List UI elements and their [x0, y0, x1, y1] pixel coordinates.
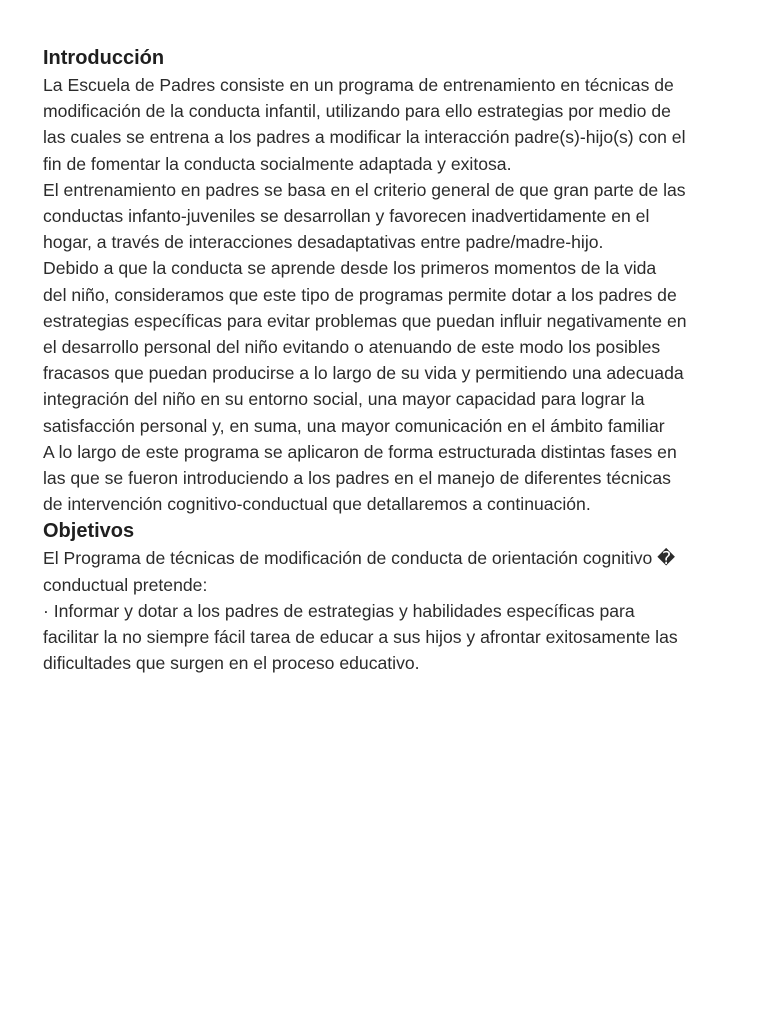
intro-paragraph-1: La Escuela de Padres consiste en un programa de entrenamiento en técnicas de modificación de la conducta infantil, utilizando para ello estrategias por medio de las cuales se entrena a los padres a modificar la interacción padre(s)-hijo(s) con el fin de fomentar la conducta socialmente adaptada y exitosa.: [43, 75, 686, 174]
objectives-bullet-1: · Informar y dotar a los padres de estrategias y habilidades específicas para facilitar la no siempre fácil tarea de educar a sus hijos y afrontar exitosamente las dificultades que surgen en el proceso educativo.: [43, 600, 678, 674]
section-heading-objetivos: Objetivos: [43, 520, 135, 543]
section-heading-introduccion: Introducción: [43, 47, 165, 69]
intro-paragraph-2: El entrenamiento en padres se basa en el criterio general de que gran parte de las conductas infanto-juveniles se desarrollan y favorecen inadvertidamente en el hogar, a través de interacciones desadaptativas entre padre/madre-hijo.: [43, 179, 686, 253]
intro-paragraph-4: A lo largo de este programa se aplicaron de forma estructurada distintas fases en las que se fueron introduciendo a los padres en el manejo de diferentes técnicas de intervención cognitivo-conductual que detallaremos a continuación.: [43, 441, 677, 515]
intro-paragraph-3: Debido a que la conducta se aprende desde los primeros momentos de la vida del niño, consideramos que este tipo de programas permite dotar a los padres de estrategias específicas para evitar problemas que puedan influir negativamente en el desarrollo personal del niño evitando o atenuando de este modo los posibles fracasos que puedan producirse a lo largo de su vida y permitiendo una adecuada integración del niño en su entorno social, una mayor capacidad para lograr la satisfacción personal y, en suma, una mayor comunicación en el ámbito familiar: [43, 258, 687, 436]
objectives-paragraph-1: El Programa de técnicas de modificación de conducta de orientación cognitivo � conductual pretende:: [43, 548, 676, 595]
document-body: [43, 44, 733, 676]
